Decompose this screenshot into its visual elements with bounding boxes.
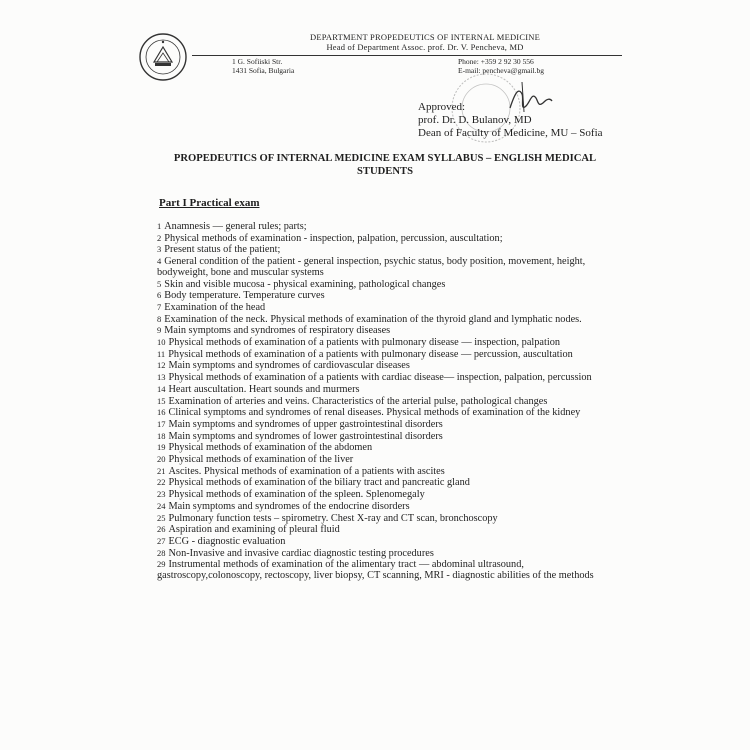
list-item	[157, 372, 607, 384]
address-block	[232, 57, 294, 75]
list-item	[157, 396, 607, 408]
list-item	[157, 536, 607, 548]
item-number: 9	[157, 325, 162, 336]
list-item	[157, 290, 607, 302]
item-number: 21	[157, 465, 166, 476]
item-number: 18	[157, 430, 166, 441]
department-name: DEPARTMENT PROPEDEUTICS OF INTERNAL MEDICINE	[310, 32, 540, 42]
item-text: Examination of the head	[164, 301, 266, 313]
item-number: 29	[157, 559, 166, 570]
approved-label: Approved:	[418, 101, 466, 113]
address-line: 1 G. Sofiiski Str.	[232, 57, 283, 66]
item-number: 11	[157, 348, 166, 359]
list-item	[157, 501, 607, 513]
letterhead-divider	[192, 55, 622, 56]
item-text: Physical methods of examination of a patients with pulmonary disease — percussion, auscultation	[168, 348, 573, 360]
item-number: 27	[157, 535, 166, 546]
item-number: 1	[157, 221, 162, 231]
item-text: Instrumental methods of examination of the alimentary tract — abdominal ultrasound, gastroscopy,colonoscopy, rectoscopy, liver biopsy, CT scanning, MRI - diagnostic abilities of the methods	[157, 559, 594, 582]
item-text: Physical methods of examination of a patients with cardiac disease— inspection, palpation, percussion	[168, 372, 592, 384]
item-number: 12	[157, 360, 166, 371]
list-item	[157, 360, 607, 372]
item-text: Physical methods of examination of the biliary tract and pancreatic gland	[168, 477, 470, 489]
item-number: 3	[157, 244, 162, 255]
item-number: 14	[157, 383, 166, 394]
list-item	[157, 279, 607, 291]
approver-name: prof. Dr. D. Bulanov, MD	[418, 114, 532, 126]
list-item	[157, 548, 607, 560]
approval-block	[418, 101, 603, 140]
item-number: 7	[157, 301, 162, 312]
item-text: Main symptoms and syndromes of cardiovascular diseases	[168, 360, 410, 372]
list-item	[157, 477, 607, 489]
letterhead-title	[245, 33, 605, 52]
item-number: 15	[157, 395, 166, 406]
item-text: Main symptoms and syndromes of upper gastrointestinal disorders	[168, 418, 443, 430]
phone-text: Phone: +359 2 92 30 556	[458, 57, 534, 66]
item-number: 8	[157, 313, 162, 324]
item-number: 13	[157, 372, 166, 383]
list-item	[157, 244, 607, 256]
item-number: 16	[157, 407, 166, 418]
syllabus-list	[157, 221, 607, 582]
list-item	[157, 337, 607, 349]
department-head: Head of Department Assoc. prof. Dr. V. Pencheva, MD	[326, 41, 524, 52]
list-item	[157, 419, 607, 431]
approver-position: Dean of Faculty of Medicine, MU – Sofia	[418, 127, 603, 139]
item-text: Examination of the neck. Physical methods of examination of the thyroid gland and lymphatic nodes.	[164, 313, 582, 325]
item-text: Aspiration and examining of pleural fluid	[168, 524, 340, 536]
item-text: Heart auscultation. Heart sounds and murmers	[168, 383, 360, 395]
list-item	[157, 466, 607, 478]
item-number: 28	[157, 547, 166, 558]
list-item	[157, 314, 607, 326]
item-text: Physical methods of examination of the abdomen	[168, 442, 373, 454]
section-heading: Part I Practical exam	[159, 197, 260, 209]
list-item	[157, 233, 607, 245]
item-text: Non-Invasive and invasive cardiac diagnostic testing procedures	[168, 547, 434, 559]
item-number: 5	[157, 278, 162, 289]
email-text: E-mail: pencheva@gmail.bg	[458, 66, 545, 75]
item-text: Examination of arteries and veins. Characteristics of the arterial pulse, pathological changes	[168, 395, 548, 407]
item-text: General condition of the patient - general inspection, psychic status, body position, movement, height, bodyweight, bone and muscular systems	[157, 256, 586, 278]
item-text: Clinical symptoms and syndromes of renal diseases. Physical methods of examination of the kidney	[168, 407, 581, 419]
item-number: 23	[157, 489, 166, 500]
list-item	[157, 325, 607, 337]
item-text: Main symptoms and syndromes of lower gastrointestinal disorders	[168, 430, 443, 442]
item-number: 25	[157, 512, 166, 523]
list-item	[157, 559, 607, 581]
item-text: ECG - diagnostic evaluation	[168, 535, 286, 547]
item-number: 19	[157, 442, 166, 453]
item-number: 22	[157, 477, 166, 488]
list-item	[157, 524, 607, 536]
list-item	[157, 302, 607, 314]
list-item	[157, 431, 607, 443]
list-item	[157, 221, 607, 233]
list-item	[157, 349, 607, 361]
list-item	[157, 489, 607, 501]
item-text: Physical methods of examination of the spleen. Splenomegaly	[168, 489, 425, 501]
address-line: 1431 Sofia, Bulgaria	[232, 66, 295, 75]
list-item	[157, 454, 607, 466]
item-number: 4	[157, 256, 162, 267]
item-text: Anamnesis — general rules; parts;	[164, 221, 307, 232]
item-text: Body temperature. Temperature curves	[164, 290, 325, 302]
item-number: 24	[157, 500, 166, 511]
item-text: Present status of the patient;	[164, 244, 281, 256]
list-item	[157, 256, 607, 278]
item-text: Main symptoms and syndromes of respiratory diseases	[164, 325, 391, 337]
item-text: Ascites. Physical methods of examination of a patients with ascites	[168, 465, 445, 477]
item-number: 20	[157, 454, 166, 465]
item-text: Physical methods of examination of the liver	[168, 454, 354, 466]
item-text: Physical methods of examination - inspection, palpation, percussion, auscultation;	[164, 232, 503, 244]
item-number: 26	[157, 524, 166, 535]
item-text: Physical methods of examination of a patients with pulmonary disease — inspection, palpation	[168, 337, 560, 349]
document-title: PROPEDEUTICS OF INTERNAL MEDICINE EXAM SYLLABUS – ENGLISH MEDICAL STUDENTS	[173, 153, 597, 177]
item-text: Pulmonary function tests – spirometry. Chest X-ray and CT scan, bronchoscopy	[168, 512, 498, 524]
item-number: 6	[157, 290, 162, 301]
list-item	[157, 513, 607, 525]
item-number: 10	[157, 337, 166, 348]
list-item	[157, 442, 607, 454]
item-text: Main symptoms and syndromes of the endocrine disorders	[168, 500, 410, 512]
list-item	[157, 407, 607, 419]
item-number: 17	[157, 418, 166, 429]
item-text: Skin and visible mucosa - physical examining, pathological changes	[164, 278, 446, 290]
university-seal-icon	[138, 32, 188, 82]
list-item	[157, 384, 607, 396]
item-number: 2	[157, 232, 162, 243]
